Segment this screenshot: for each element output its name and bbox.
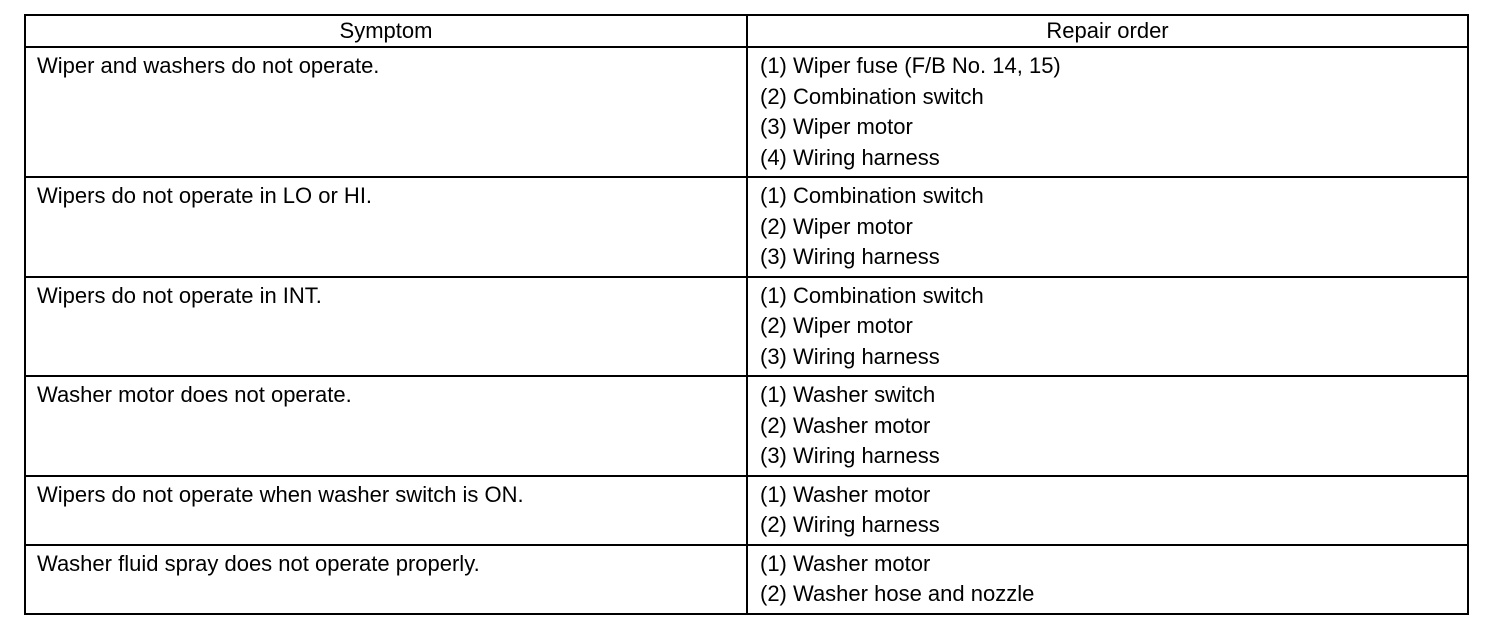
repair-step: (4) Wiring harness <box>760 144 940 170</box>
repair-step: (1) Washer motor <box>760 550 931 576</box>
symptom-cell: Wipers do not operate in LO or HI. <box>25 177 747 277</box>
repair-step: (2) Wiring harness <box>760 512 940 537</box>
symptom-cell: Wipers do not operate in INT. <box>25 277 747 377</box>
repair-step: (2) Wiper motor <box>760 313 913 338</box>
repair-step: (1) Washer motor <box>760 481 931 507</box>
header-repair-order: Repair order <box>747 15 1468 47</box>
repair-step: (3) Wiring harness <box>760 244 940 269</box>
symptom-cell: Washer fluid spray does not operate properly. <box>25 545 747 614</box>
header-symptom: Symptom <box>25 15 747 47</box>
symptom-cell: Wipers do not operate when washer switch is ON. <box>25 476 747 545</box>
repair-step: (2) Wiper motor <box>760 213 913 239</box>
repair-step: (1) Wiper fuse (F/B No. 14, 15) <box>760 53 1061 78</box>
repair-order-cell <box>747 476 1468 545</box>
table-row <box>25 277 1468 377</box>
repair-order-cell <box>747 277 1468 377</box>
table-header-row <box>25 15 1468 47</box>
table-row <box>25 476 1468 545</box>
symptom-cell: Washer motor does not operate. <box>25 376 747 476</box>
repair-order-cell <box>747 376 1468 476</box>
repair-order-cell <box>747 545 1468 614</box>
table-row <box>25 177 1468 277</box>
table-row <box>25 376 1468 476</box>
repair-step: (2) Combination switch <box>760 83 984 109</box>
repair-step: (1) Washer switch <box>760 382 936 407</box>
repair-step: (1) Combination switch <box>760 282 984 308</box>
table-row <box>25 47 1468 177</box>
repair-step: (1) Combination switch <box>760 183 984 208</box>
repair-step: (2) Washer motor <box>760 412 931 438</box>
repair-step: (3) Wiring harness <box>760 443 940 468</box>
repair-step: (2) Washer hose and nozzle <box>760 581 1035 606</box>
repair-step: (3) Wiring harness <box>760 343 940 369</box>
table-row <box>25 545 1468 614</box>
repair-order-cell <box>747 47 1468 177</box>
repair-order-cell <box>747 177 1468 277</box>
repair-step: (3) Wiper motor <box>760 114 913 139</box>
diagnosis-table <box>24 14 1469 615</box>
symptom-cell: Wiper and washers do not operate. <box>25 47 747 177</box>
